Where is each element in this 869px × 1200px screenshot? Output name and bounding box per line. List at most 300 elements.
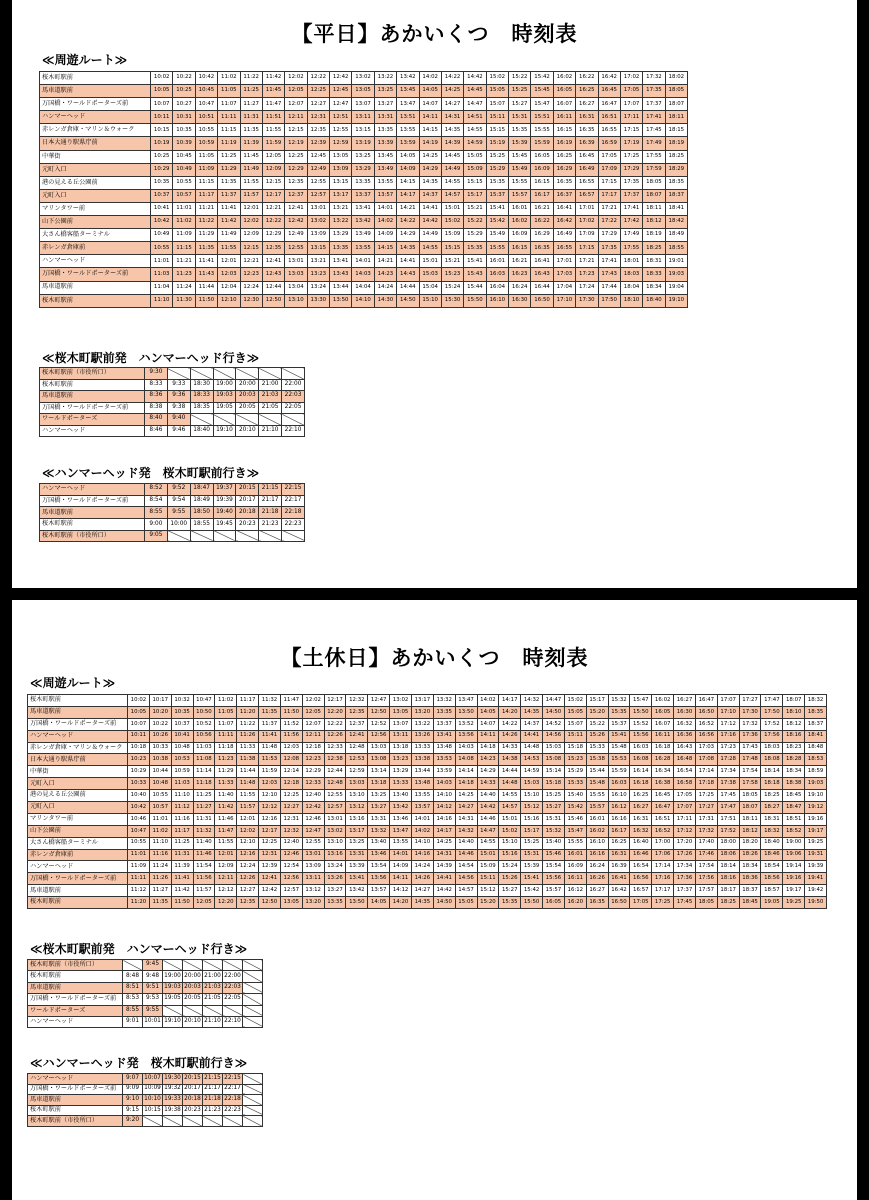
time-cell: 13:44 [411,766,433,778]
time-cell: 13:01 [302,849,324,861]
time-cell: 10:42 [128,802,150,814]
no-service-cell [183,1005,203,1016]
stop-name: 山下公園前 [28,825,128,837]
time-cell: 18:00 [717,837,739,849]
time-cell: 13:46 [390,813,412,825]
stop-name: 馬車道駅前 [28,1095,123,1106]
time-cell: 12:32 [280,825,302,837]
time-cell: 18:48 [805,742,827,754]
time-cell: 13:38 [411,754,433,766]
time-cell: 17:30 [576,294,598,307]
time-cell: 13:55 [390,837,412,849]
time-cell: 18:14 [717,861,739,873]
time-cell: 16:09 [531,163,553,176]
time-cell: 10:25 [151,150,173,163]
time-cell: 20:17 [236,495,259,507]
time-cell: 11:12 [171,802,193,814]
outbound-table [27,959,263,1028]
time-cell: 12:39 [259,861,281,873]
time-cell: 17:14 [695,766,717,778]
time-cell: 12:05 [302,706,324,718]
time-cell: 14:27 [455,802,477,814]
time-cell: 14:07 [477,718,499,730]
time-cell: 17:37 [643,98,665,111]
time-cell: 13:41 [433,730,455,742]
time-cell: 21:10 [203,1016,223,1027]
time-cell: 11:55 [240,176,262,189]
time-cell: 18:32 [805,695,827,707]
time-cell: 22:18 [223,1095,243,1106]
time-cell: 20:10 [183,1016,203,1027]
time-cell: 16:02 [553,72,575,85]
table-row [40,519,305,531]
time-cell: 14:23 [374,268,396,281]
stop-name: 万国橋・ワールドポーターズ前 [28,1084,123,1095]
time-cell: 9:40 [167,414,190,426]
time-cell: 15:01 [441,202,463,215]
time-cell: 8:36 [145,391,168,403]
time-cell: 15:05 [464,150,486,163]
time-cell: 15:55 [586,790,608,802]
time-cell: 8:33 [145,379,168,391]
time-cell: 14:11 [477,730,499,742]
stop-name: 港の見える丘公園前 [40,176,151,189]
time-cell: 22:10 [282,425,305,437]
table-row [28,1105,263,1116]
time-cell: 18:16 [717,873,739,885]
time-cell: 17:58 [739,778,761,790]
time-cell: 12:57 [307,189,329,202]
time-cell: 13:49 [374,163,396,176]
time-cell: 9:55 [167,507,190,519]
time-cell: 15:19 [486,137,508,150]
table-row [40,507,305,519]
time-cell: 13:53 [433,754,455,766]
time-cell: 14:42 [419,216,441,229]
time-cell: 14:05 [477,706,499,718]
time-cell: 12:15 [240,242,262,255]
time-cell: 15:47 [630,695,652,707]
time-cell: 11:52 [280,718,302,730]
time-cell: 12:31 [307,111,329,124]
time-cell: 11:09 [173,229,195,242]
table-row [40,72,688,85]
time-cell: 12:19 [285,137,307,150]
time-cell: 15:59 [608,766,630,778]
time-cell: 14:24 [374,281,396,294]
time-cell: 12:50 [259,897,281,909]
time-cell: 16:14 [630,766,652,778]
table-row [40,163,688,176]
time-cell: 9:45 [143,960,163,971]
time-cell: 18:30 [190,379,213,391]
time-cell: 12:47 [302,825,324,837]
time-cell: 18:56 [761,873,783,885]
time-cell: 16:26 [586,873,608,885]
loop-route-table [27,694,827,909]
time-cell: 13:59 [433,766,455,778]
time-cell: 15:33 [586,742,608,754]
time-cell: 16:21 [509,255,531,268]
time-cell: 16:01 [509,202,531,215]
time-cell: 12:14 [280,766,302,778]
time-cell: 15:35 [464,242,486,255]
time-cell: 14:57 [499,802,521,814]
time-cell: 11:46 [193,849,215,861]
no-service-cell [282,414,305,426]
time-cell: 16:38 [652,778,674,790]
time-cell: 16:52 [652,825,674,837]
time-cell: 18:26 [739,849,761,861]
time-cell: 15:35 [608,706,630,718]
time-cell: 20:18 [236,507,259,519]
time-cell: 22:00 [223,971,243,982]
time-cell: 12:41 [262,255,284,268]
time-cell: 19:45 [213,519,236,531]
time-cell: 14:21 [374,255,396,268]
time-cell: 8:55 [123,1005,143,1016]
time-cell: 13:57 [368,885,390,897]
time-cell: 18:47 [783,802,805,814]
time-cell: 15:11 [486,111,508,124]
time-cell: 18:05 [665,85,687,98]
time-cell: 15:17 [586,695,608,707]
time-cell: 21:03 [203,982,223,993]
time-cell: 14:25 [419,150,441,163]
time-cell: 11:16 [149,849,171,861]
time-cell: 16:50 [695,706,717,718]
time-cell: 22:15 [282,484,305,496]
time-cell: 17:09 [598,163,620,176]
time-cell: 17:56 [761,730,783,742]
time-cell: 17:43 [739,742,761,754]
time-cell: 15:18 [564,742,586,754]
stop-name: 桜木町駅前（市役所口） [28,1116,123,1127]
time-cell: 17:45 [717,790,739,802]
time-cell: 17:14 [652,861,674,873]
stop-name: 港の見える丘公園前 [28,790,128,802]
time-cell: 11:31 [240,111,262,124]
time-cell: 18:36 [739,873,761,885]
time-cell: 14:01 [374,202,396,215]
time-cell: 14:41 [419,202,441,215]
time-cell: 22:18 [282,507,305,519]
time-cell: 10:40 [128,790,150,802]
time-cell: 12:51 [330,111,352,124]
no-service-cell [213,530,236,542]
time-cell: 18:32 [761,825,783,837]
time-cell: 13:09 [302,861,324,873]
time-cell: 14:42 [477,802,499,814]
time-cell: 18:57 [761,885,783,897]
time-cell: 12:35 [262,242,284,255]
time-cell: 10:22 [149,718,171,730]
time-cell: 10:41 [151,202,173,215]
time-cell: 19:16 [805,813,827,825]
time-cell: 9:55 [143,1005,163,1016]
time-cell: 16:57 [630,885,652,897]
time-cell: 12:41 [259,873,281,885]
time-cell: 14:55 [441,176,463,189]
time-cell: 16:31 [630,813,652,825]
table-row [40,202,688,215]
time-cell: 11:47 [280,695,302,707]
no-service-cell [213,414,236,426]
stop-name: 桜木町駅前 [40,519,145,531]
table-row [28,790,827,802]
time-cell: 17:54 [739,766,761,778]
time-cell: 16:05 [531,150,553,163]
time-cell: 17:47 [717,802,739,814]
time-cell: 10:11 [151,111,173,124]
time-cell: 15:42 [521,885,543,897]
time-cell: 16:34 [652,766,674,778]
time-cell: 13:50 [330,294,352,307]
table-row [28,897,827,909]
time-cell: 15:02 [441,216,463,229]
time-cell: 10:15 [143,1105,163,1116]
time-cell: 16:15 [553,124,575,137]
time-cell: 12:44 [262,281,284,294]
time-cell: 14:27 [411,885,433,897]
time-cell: 16:08 [630,754,652,766]
table-row [28,778,827,790]
time-cell: 15:55 [509,176,531,189]
time-cell: 21:05 [259,402,282,414]
time-cell: 20:00 [183,971,203,982]
time-cell: 12:45 [330,85,352,98]
time-cell: 14:26 [411,873,433,885]
time-cell: 16:22 [576,72,598,85]
time-cell: 12:03 [280,742,302,754]
time-cell: 14:55 [477,837,499,849]
time-cell: 12:29 [302,766,324,778]
time-cell: 13:57 [374,189,396,202]
time-cell: 11:50 [195,294,217,307]
time-cell: 13:20 [411,706,433,718]
time-cell: 8:55 [145,507,168,519]
stop-name: 桜木町駅前（市役所口） [40,530,145,542]
time-cell: 22:23 [223,1105,243,1116]
time-cell: 10:09 [143,1084,163,1095]
time-cell: 18:49 [665,229,687,242]
time-cell: 18:45 [739,897,761,909]
time-cell: 18:12 [783,718,805,730]
time-cell: 15:24 [441,281,463,294]
time-cell: 17:45 [643,124,665,137]
time-cell: 11:37 [218,189,240,202]
time-cell: 13:47 [390,825,412,837]
time-cell: 19:00 [213,379,236,391]
time-cell: 15:15 [441,242,463,255]
time-cell: 13:47 [455,695,477,707]
time-cell: 12:05 [193,897,215,909]
time-cell: 14:35 [441,124,463,137]
time-cell: 15:15 [486,124,508,137]
time-cell: 17:00 [652,837,674,849]
time-cell: 12:55 [302,837,324,849]
time-cell: 11:09 [195,163,217,176]
time-cell: 16:51 [652,813,674,825]
time-cell: 11:01 [149,813,171,825]
time-cell: 15:03 [543,742,565,754]
time-cell: 17:24 [576,281,598,294]
time-cell: 14:37 [521,718,543,730]
time-cell: 19:42 [805,885,827,897]
time-cell: 11:50 [171,897,193,909]
time-cell: 9:52 [167,484,190,496]
time-cell: 19:17 [805,825,827,837]
time-cell: 13:02 [307,216,329,229]
time-cell: 15:02 [486,72,508,85]
time-cell: 18:41 [805,730,827,742]
time-cell: 11:45 [240,150,262,163]
time-cell: 17:18 [695,778,717,790]
time-cell: 19:14 [783,861,805,873]
table-row [28,971,263,982]
time-cell: 11:09 [128,861,150,873]
time-cell: 15:54 [543,861,565,873]
time-cell: 17:29 [598,229,620,242]
time-cell: 16:19 [553,137,575,150]
time-cell: 12:49 [307,163,329,176]
time-cell: 11:25 [193,790,215,802]
time-cell: 18:40 [190,425,213,437]
no-service-cell [243,1084,263,1095]
time-cell: 8:38 [145,402,168,414]
time-cell: 12:42 [330,72,352,85]
time-cell: 16:41 [531,255,553,268]
time-cell: 18:35 [190,402,213,414]
time-cell: 13:40 [390,790,412,802]
time-cell: 9:05 [145,530,168,542]
time-cell: 11:46 [215,813,237,825]
time-cell: 13:11 [352,111,374,124]
time-cell: 19:05 [163,994,183,1005]
time-cell: 14:37 [419,189,441,202]
no-service-cell [203,960,223,971]
time-cell: 13:11 [390,730,412,742]
time-cell: 17:11 [620,111,642,124]
time-cell: 14:12 [390,885,412,897]
stop-name: 万国橋・ワールドポーターズ前 [40,98,151,111]
no-service-cell [190,368,213,380]
time-cell: 13:01 [307,202,329,215]
time-cell: 18:12 [739,825,761,837]
time-cell: 17:17 [652,885,674,897]
time-cell: 17:03 [695,742,717,754]
table-row [28,861,827,873]
time-cell: 11:11 [218,111,240,124]
time-cell: 21:23 [259,519,282,531]
time-cell: 19:37 [213,484,236,496]
time-cell: 18:10 [783,706,805,718]
time-cell: 12:09 [240,229,262,242]
stop-name: 大さん橋客船ターミナル [28,837,128,849]
time-cell: 13:39 [346,861,368,873]
time-cell: 18:34 [783,766,805,778]
time-cell: 12:55 [285,242,307,255]
time-cell: 17:38 [717,778,739,790]
time-cell: 17:31 [695,813,717,825]
time-cell: 15:07 [486,98,508,111]
time-cell: 13:16 [324,849,346,861]
time-cell: 16:10 [486,294,508,307]
time-cell: 16:03 [608,778,630,790]
time-cell: 15:52 [630,718,652,730]
time-cell: 15:21 [441,255,463,268]
time-cell: 12:22 [262,216,284,229]
time-cell: 14:32 [455,825,477,837]
time-cell: 12:56 [368,730,390,742]
time-cell: 15:20 [586,706,608,718]
no-service-cell [243,994,263,1005]
time-cell: 17:35 [643,85,665,98]
time-cell: 14:03 [352,268,374,281]
time-cell: 12:10 [237,837,259,849]
stop-name: ハンマーヘッド [28,1016,123,1027]
time-cell: 16:41 [553,202,575,215]
time-cell: 19:39 [805,861,827,873]
time-cell: 11:57 [237,802,259,814]
time-cell: 10:29 [128,766,150,778]
time-cell: 11:24 [173,281,195,294]
time-cell: 11:38 [237,754,259,766]
outbound-heading: ≪桜木町駅前発 ハンマーヘッド行き≫ [30,942,248,956]
time-cell: 16:42 [608,885,630,897]
time-cell: 10:55 [151,242,173,255]
time-cell: 13:02 [352,72,374,85]
time-cell: 10:42 [195,72,217,85]
time-cell: 10:39 [173,137,195,150]
time-cell: 19:10 [213,425,236,437]
time-cell: 21:00 [259,379,282,391]
time-cell: 13:40 [368,837,390,849]
time-cell: 17:05 [674,790,696,802]
time-cell: 12:31 [259,849,281,861]
time-cell: 15:10 [521,790,543,802]
time-cell: 16:43 [531,268,553,281]
time-cell: 12:21 [240,255,262,268]
time-cell: 13:23 [390,754,412,766]
time-cell: 8:51 [123,982,143,993]
time-cell: 13:01 [324,813,346,825]
time-cell: 10:49 [173,163,195,176]
time-cell: 16:04 [486,281,508,294]
time-cell: 16:01 [486,255,508,268]
time-cell: 10:38 [149,754,171,766]
no-service-cell [223,1116,243,1127]
time-cell: 12:35 [285,176,307,189]
time-cell: 11:41 [259,730,281,742]
stop-name: 大さん橋客船ターミナル [40,229,151,242]
time-cell: 10:47 [193,695,215,707]
time-cell: 17:27 [695,802,717,814]
table-row [40,111,688,124]
time-cell: 11:41 [218,202,240,215]
time-cell: 17:17 [598,189,620,202]
time-cell: 13:25 [374,85,396,98]
time-cell: 17:50 [598,294,620,307]
time-cell: 12:09 [215,861,237,873]
time-cell: 19:05 [213,402,236,414]
time-cell: 12:46 [280,849,302,861]
time-cell: 11:55 [262,124,284,137]
table-row [28,982,263,993]
stop-name: 元町入口 [40,189,151,202]
time-cell: 11:27 [193,802,215,814]
time-cell: 10:55 [195,124,217,137]
